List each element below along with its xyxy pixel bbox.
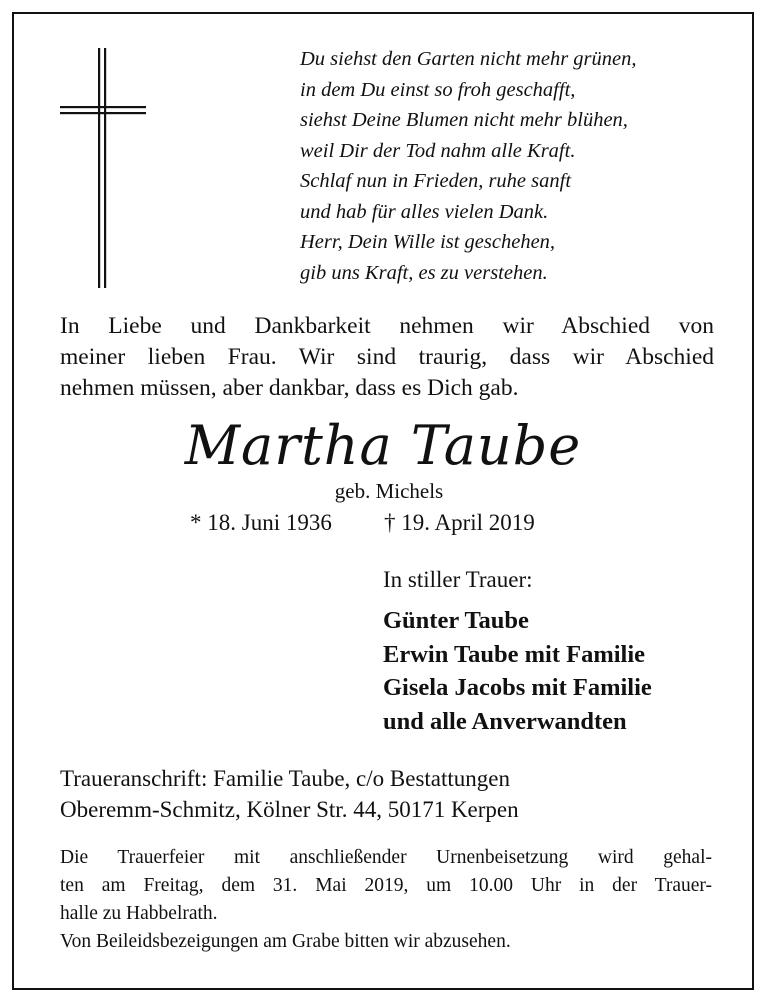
ceremony-info	[60, 844, 712, 928]
poem-line: gib uns Kraft, es zu verstehen.	[300, 261, 548, 284]
mourner-name: Gisela Jacobs mit Familie	[383, 674, 652, 701]
mourner-name: Günter Taube	[383, 607, 529, 634]
poem	[300, 44, 740, 288]
mourner-name: Erwin Taube mit Familie	[383, 640, 646, 668]
mourners-list	[383, 604, 652, 738]
poem-line: siehst Deine Blumen nicht mehr blühen,	[300, 109, 628, 131]
farewell-line: In Liebe und Dankbarkeit nehmen wir Abschied von	[60, 313, 714, 339]
address-line: Oberemm-Schmitz, Kölner Str. 44, 50171 Kerpen	[60, 797, 519, 822]
poem-line: Du siehst den Garten nicht mehr grünen,	[300, 48, 637, 70]
farewell-line: meiner lieben Frau. Wir sind traurig, dass wir Abschied	[60, 344, 714, 370]
poem-line: Schlaf nun in Frieden, ruhe sanft	[300, 170, 572, 192]
poem-line: und hab für alles vielen Dank.	[300, 200, 549, 223]
deceased-name: Martha Taube	[184, 414, 582, 477]
birth-date: * 18. Juni 1936	[190, 510, 332, 535]
birth-name: geb. Michels	[334, 479, 444, 503]
mourner-name: und alle Anverwandten	[383, 707, 627, 735]
cross-icon	[60, 48, 146, 288]
address-line: Traueranschrift: Familie Taube, c/o Bestattungen	[60, 766, 510, 791]
poem-line: weil Dir der Tod nahm alle Kraft.	[300, 139, 576, 162]
farewell-text	[60, 311, 714, 404]
poem-line: Herr, Dein Wille ist geschehen,	[300, 231, 556, 253]
death-date: † 19. April 2019	[384, 510, 535, 535]
ceremony-line: ten am Freitag, dem 31. Mai 2019, um 10.00 Uhr in der Trauer-	[60, 875, 712, 896]
farewell-line: nehmen müssen, aber dankbar, dass es Dich gab.	[60, 375, 519, 401]
poem-line: in dem Du einst so froh geschafft,	[300, 78, 576, 101]
ceremony-line: Die Trauerfeier mit anschließender Urnenbeisetzung wird gehal-	[60, 847, 712, 868]
mourning-heading: In stiller Trauer:	[383, 567, 533, 592]
mourning-address	[60, 763, 519, 825]
condolence-note: Von Beileidsbezeigungen am Grabe bitten wir abzusehen.	[60, 931, 511, 952]
ceremony-line: halle zu Habbelrath.	[60, 903, 218, 924]
